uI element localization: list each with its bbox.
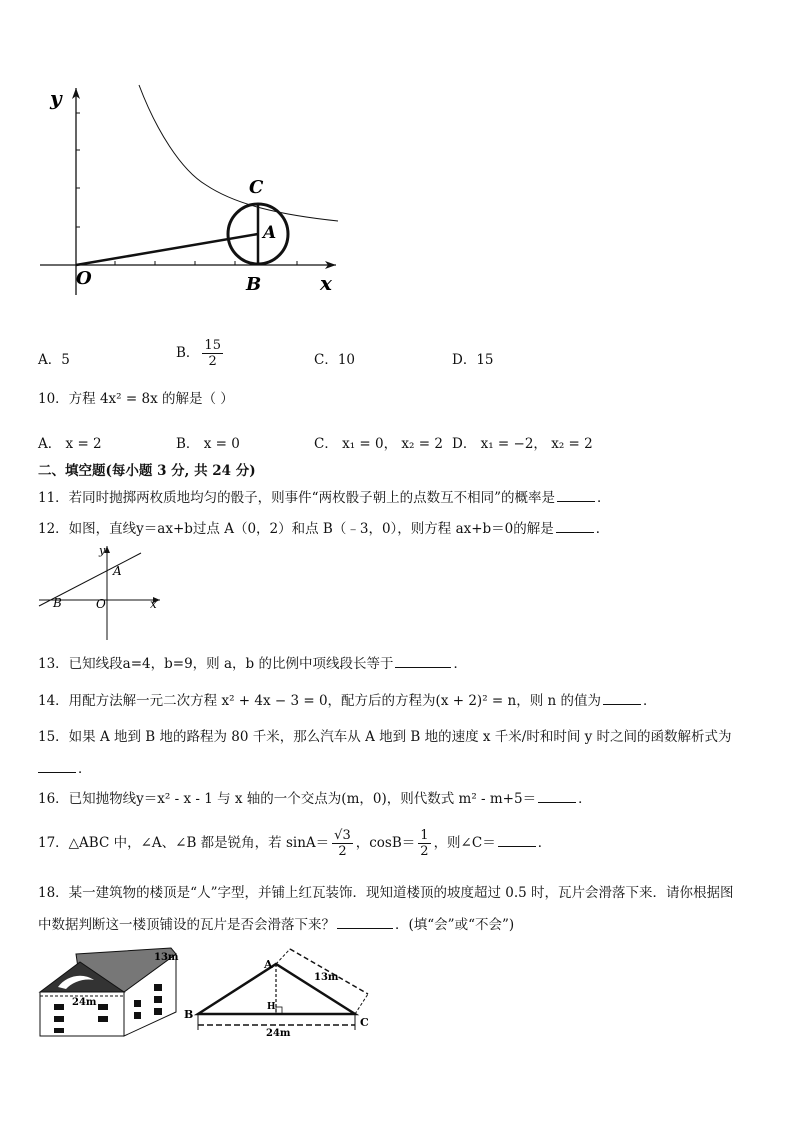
tri-label-24m: 24m — [266, 1028, 291, 1039]
q12-text: 12．如图，直线y＝ax+b过点 A（0，2）和点 B（﹣3，0），则方程 ax+b＝0的解是 — [38, 521, 554, 537]
q11-text: 11．若同时抛掷两枚质地均匀的骰子，则事件“两枚骰子朝上的点数互不相同”的概率是 — [38, 490, 555, 506]
q16-text: 16．已知抛物线y＝x² - x - 1 与 x 轴的一个交点为(m，0)，则代数式 m² - m+5＝ — [38, 791, 537, 807]
q9-option-b — [176, 338, 226, 369]
q17-frac1-num: √3 — [334, 828, 351, 843]
q17-frac2-den: 2 — [420, 844, 429, 859]
label-o: O — [76, 268, 92, 289]
building-label-13m: 13m — [154, 952, 179, 963]
hyperbola-curve — [139, 85, 338, 221]
q12-line-figure — [36, 543, 166, 643]
q9-b-numerator: 15 — [204, 338, 221, 353]
q16: 16．已知抛物线y＝x² - x - 1 与 x 轴的一个交点为(m，0)，则代数式 m² - m+5＝ ． — [38, 791, 592, 807]
q15-line2: ． — [38, 760, 92, 778]
q11: 11．若同时抛掷两枚质地均匀的骰子，则事件“两枚骰子朝上的点数互不相同”的概率是 ． — [38, 490, 611, 506]
q13-text: 13．已知线段a=4，b=9，则 a，b 的比例中项线段长等于 — [38, 656, 394, 672]
tri-label-a: A — [264, 958, 273, 971]
building-label-24m: 24m — [72, 997, 97, 1008]
q12-label-b: B — [53, 596, 62, 610]
label-x: x — [320, 271, 332, 295]
tri-label-c: C — [360, 1016, 369, 1029]
q17-answer-blank[interactable] — [498, 845, 536, 847]
q17-prefix: 17．△ABC 中，∠A、∠B 都是锐角，若 sinA＝ — [38, 835, 330, 851]
q9-option-a: A．5 — [38, 352, 70, 368]
tri-label-b: B — [184, 1008, 194, 1021]
q17: 17．△ABC 中，∠A、∠B 都是锐角，若 sinA＝ $\frac{√3}{2}$ ，cosB＝ $\frac{1}{2}$ ，则∠C＝ ． — [38, 828, 552, 859]
q10-option-c: C． x₁ = 0， x₂ = 2 — [314, 436, 443, 452]
q17-frac2-num: 1 — [420, 828, 429, 843]
label-y: y — [50, 86, 62, 110]
roof-triangle-figure — [180, 944, 380, 1040]
q9-option-b-prefix: B． — [176, 345, 200, 361]
q15-line1: 15．如果 A 地到 B 地的路程为 80 千米，那么汽车从 A 地到 B 地的速度 x 千米/时和时间 y 时之间的函数解析式为 — [38, 729, 732, 745]
q12-label-o: O — [96, 597, 106, 611]
q12-answer-blank[interactable] — [556, 531, 594, 533]
q14-text: 14．用配方法解一元二次方程 x² + 4x − 3 = 0，配方后的方程为(x + 2)² = n，则 n 的值为 — [38, 693, 601, 709]
q12-label-a: A — [113, 564, 122, 578]
q17-sin-fraction — [332, 828, 353, 859]
q16-answer-blank[interactable] — [538, 801, 576, 803]
q14-answer-blank[interactable] — [603, 703, 641, 705]
q9-b-denominator: 2 — [208, 354, 217, 369]
q18-line2 — [38, 916, 514, 934]
q10-stem: 10．方程 4x² = 8x 的解是（ ） — [38, 391, 234, 407]
q11-answer-blank[interactable] — [557, 500, 595, 502]
q18-line2-suffix: ．(填“会”或“不会”) — [395, 917, 515, 933]
q17-cos-fraction — [418, 828, 430, 859]
q17-mid: ，cosB＝ — [355, 835, 416, 851]
label-a: A — [263, 223, 277, 243]
q13-answer-blank[interactable] — [395, 666, 451, 668]
q18-line1: 18．某一建筑物的楼顶是“人”字型，并铺上红瓦装饰．现知道楼顶的坡度超过 0.5 时，瓦片会滑落下来．请你根据图 — [38, 885, 734, 901]
q13: 13．已知线段a=4，b=9，则 a，b 的比例中项线段长等于 ． — [38, 656, 467, 672]
label-b: B — [246, 274, 262, 295]
q12-label-y: y — [99, 544, 106, 557]
q17-suffix: ，则∠C＝ — [433, 835, 496, 851]
q18-line2-text: 中数据判断这一楼顶铺设的瓦片是否会滑落下来？ — [38, 917, 335, 933]
hyperbola-circle-figure — [36, 80, 356, 300]
label-c: C — [249, 177, 264, 198]
tri-label-h: H — [267, 1002, 276, 1012]
q12-label-x: x — [150, 597, 157, 611]
q14: 14．用配方法解一元二次方程 x² + 4x − 3 = 0，配方后的方程为(x + 2)² = n，则 n 的值为 ． — [38, 693, 657, 709]
q18-answer-blank[interactable] — [337, 927, 393, 929]
q9-option-b-fraction — [202, 338, 223, 369]
q9-option-c: C．10 — [314, 352, 356, 368]
q9-option-d: D．15 — [452, 352, 494, 368]
section-heading: 二、填空题(每小题 3 分, 共 24 分) — [38, 463, 256, 479]
q10-option-b: B． x = 0 — [176, 436, 240, 452]
q15-answer-blank[interactable] — [38, 771, 76, 773]
q10-option-a: A． x = 2 — [38, 436, 102, 452]
tri-label-13m: 13m — [314, 972, 339, 983]
building-figure — [36, 944, 186, 1040]
q10-option-d: D． x₁ = −2， x₂ = 2 — [452, 436, 593, 452]
q17-frac1-den: 2 — [338, 844, 347, 859]
q12: 12．如图，直线y＝ax+b过点 A（0，2）和点 B（﹣3，0），则方程 ax+b＝0的解是 ． — [38, 521, 610, 537]
